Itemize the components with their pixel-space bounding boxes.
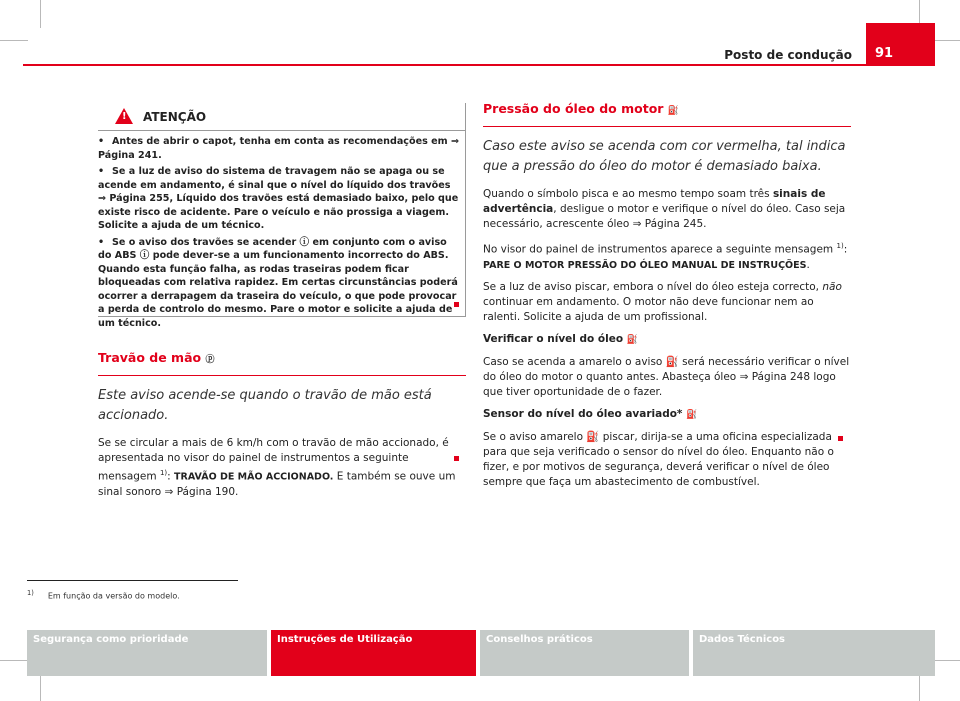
crop-mark: [919, 673, 920, 701]
tab-safety[interactable]: Segurança como prioridade: [27, 630, 267, 676]
section-title: Travão de mão ⓟ: [98, 350, 466, 368]
section-body: Se se circular a mais de 6 km/h com o travão de mão accionado, é apresentada no visor do painel de instrumentos a seguinte mensagem $^{1)}$: TRAVÃO DE MÃO ACCIONADO. E também se ouve um sinal sonoro ⇒ Página 190.: [98, 437, 456, 498]
warning-box: [98, 103, 466, 329]
page-number: 91: [866, 23, 935, 66]
section-intro: Este aviso acende-se quando o travão de mão está accionado.: [98, 388, 432, 423]
warning-triangle-icon: !: [115, 108, 133, 124]
oil-can-icon: ⛽: [686, 409, 698, 420]
crop-mark: [0, 660, 28, 661]
subheading: Verificar o nível do óleo ⛽: [483, 332, 851, 348]
section-intro: Caso este aviso se acenda com cor vermelha, tal indica que a pressão do óleo do motor é demasiado baixa.: [483, 139, 846, 174]
section-end-marker: [838, 436, 843, 441]
handbrake-warning-icon: ⓟ: [205, 355, 215, 365]
crop-mark: [40, 0, 41, 28]
running-header-title: Posto de condução: [724, 48, 852, 62]
chapter-tabs: [27, 630, 935, 676]
warning-item: • Antes de abrir o capot, tenha em conta as recomendações em ⇒ Página 241.: [98, 136, 460, 161]
section-title: Pressão do óleo do motor ⛽: [483, 101, 851, 119]
section-end-marker: [454, 302, 459, 307]
oil-can-icon: ⛽: [626, 334, 638, 345]
header-rule: [23, 64, 935, 66]
warning-label: ATENÇÃO: [143, 110, 207, 124]
oil-can-icon: ⛽: [667, 106, 680, 116]
section-body: Quando o símbolo pisca e ao mesmo tempo soam três sinais de advertência, desligue o motor e verifique o nível do óleo. Caso seja necessário, acrescente óleo ⇒ Página 245. No visor do painel de instrumentos aparece a seguinte mensagem $^{1)}$: PARE O MOTOR PRESSÃO DO ÓLEO MANUAL DE INSTRUÇÕES. Se a luz de aviso piscar, embora o nível do óleo esteja correcto, não continuar em andamento. O motor não deve funcionar nem ao ralenti. Solicite a ajuda de um profissional. Verificar o nível do óleo ⛽ Caso se acenda a amarelo o aviso ⛽ será necessário verificar o nível do óleo do motor o quanto antes. Abasteça óleo ⇒ Página 248 logo que tiver oportunidade de o fazer. Sensor do nível do óleo avariado* ⛽ Se o aviso amarelo ⛽ piscar, dirija-se a uma oficina especializada para que seja verificado o sensor do nível do óleo. Enquanto não o fizer, e por motivos de segurança, deverá verificar o nível de óleo sempre que faça um abastecimento de combustível.: [483, 188, 850, 488]
section-rule: [483, 126, 851, 127]
section-rule: [98, 375, 466, 376]
crop-mark: [932, 40, 960, 41]
subheading: Sensor do nível do óleo avariado* ⛽: [483, 407, 851, 423]
tab-practical-advice[interactable]: Conselhos práticos: [480, 630, 689, 676]
section-end-marker: [454, 456, 459, 461]
oil-pressure-section: [483, 101, 851, 497]
crop-mark: [40, 673, 41, 701]
crop-mark: [932, 660, 960, 661]
warning-item: • Se a luz de aviso do sistema de travagem não se apaga ou se acende em andamento, é sinal que o nível do líquido dos travões ⇒ Página 255, Líquido dos travões está demasiado baixo, pelo que existe risco de acidente. Pare o veículo e não prossiga a viagem. Solicite a ajuda de um técnico.: [98, 166, 459, 231]
handbrake-section: [98, 350, 466, 507]
footnote-rule: [27, 580, 238, 581]
tab-technical-data[interactable]: Dados Técnicos: [693, 630, 935, 676]
crop-mark: [0, 40, 28, 41]
footnote: $^{1)}$ Em função da versão do modelo.: [27, 589, 180, 601]
warning-header: [98, 103, 465, 131]
tab-instructions[interactable]: Instruções de Utilização: [271, 630, 476, 676]
warning-item: • Se o aviso dos travões se acender ⓘ em conjunto com o aviso do ABS ⓘ pode dever-se a um funcionamento incorrecto do ABS. Quando esta função falha, as rodas traseiras podem ficar bloqueadas com relativa rapidez. Em certas circunstâncias poderá ocorrer a derrapagem da traseira do veículo, o que pode provocar a perda de controlo do mesmo. Pare o motor e solicite a ajuda de um técnico.: [98, 236, 458, 329]
warning-body: [98, 131, 465, 330]
